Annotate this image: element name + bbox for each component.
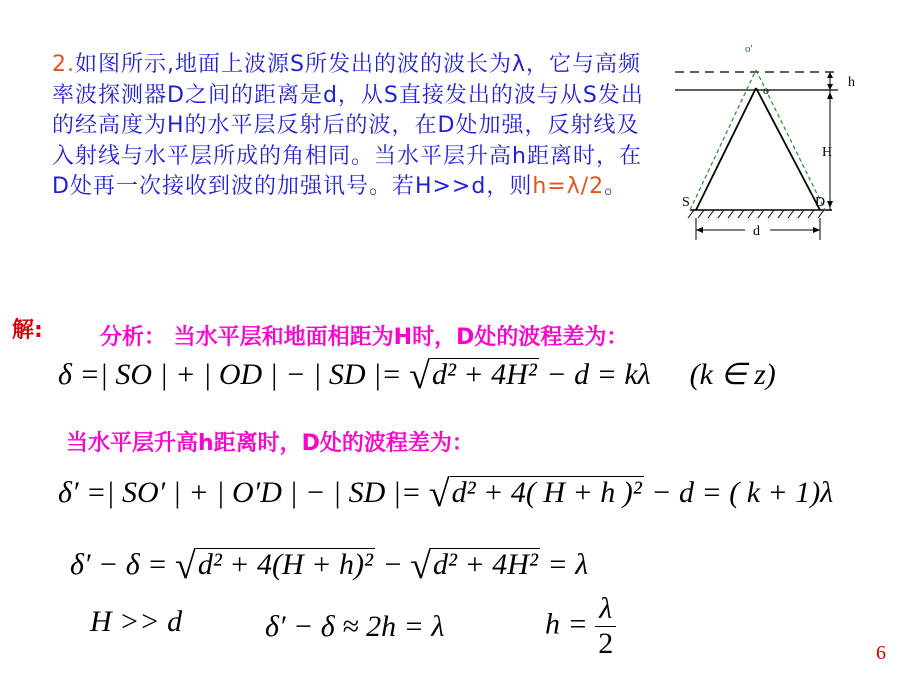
- equation-1: δ =| SO | + | OD | − | SD |= √d² + 4H² − d = kλ (k ∈ z): [58, 355, 776, 397]
- analysis-line-1: 分析： 当水平层和地面相距为H时，D处的波程差为：: [100, 325, 629, 350]
- problem-answer: h=λ/2: [532, 174, 605, 199]
- eq3-minus: −: [382, 548, 411, 581]
- eq3-radicand-1: d² + 4(H + h)²: [197, 548, 373, 581]
- problem-statement: [52, 50, 652, 203]
- fraction-numerator: λ: [595, 592, 616, 627]
- fraction-denominator: 2: [598, 627, 614, 660]
- label-S: S: [682, 195, 690, 210]
- label-h: h: [848, 75, 855, 90]
- fraction-lambda-over-2: [595, 592, 616, 661]
- eq3-right: = λ: [547, 548, 589, 581]
- eq1-left: δ =| SO | + | OD | − | SD |=: [58, 358, 402, 391]
- problem-text: 如图所示,地面上波源S所发出的波的波长为λ，它与高频率波探测器D之间的距离是d，从S直接发出的波与从S发出的经高度为H的水平层反射后的波，在D处加强，反射线及入射线与水平层所成的角相同。当水平层升高h距离时，在D处再一次接收到波的加强讯号。若H>>d，则: [52, 52, 644, 199]
- eq1-right: − d = kλ: [546, 358, 651, 391]
- eq1-radicand: d² + 4H²: [431, 358, 537, 391]
- label-H: H: [822, 145, 833, 160]
- equation-4a: H >> d: [90, 605, 183, 638]
- label-d: d: [753, 224, 760, 239]
- eq3-left: δ′ − δ =: [70, 548, 168, 581]
- eq1-condition: (k ∈ z): [689, 358, 776, 391]
- label-D: D: [815, 195, 826, 210]
- eq2-radicand: d² + 4( H + h )²: [451, 476, 642, 509]
- ray-SO-prime: [690, 70, 756, 210]
- eq2-left: δ′ =| SO′ | + | O′D | − | SD |=: [58, 476, 422, 509]
- problem-end: 。: [604, 174, 628, 199]
- label-o: o: [763, 83, 769, 97]
- eq4c-lhs: h =: [545, 607, 588, 641]
- solution-label: 解:: [12, 318, 43, 343]
- ray-SO: [696, 88, 756, 210]
- ray-OD: [756, 88, 820, 210]
- eq2-right: − d = ( k + 1)λ: [651, 476, 834, 509]
- page-number: 6: [876, 642, 886, 664]
- equation-3: δ′ − δ = √d² + 4(H + h)² − √d² + 4H² = λ: [70, 545, 589, 587]
- equation-4b: δ′ − δ ≈ 2h = λ: [265, 610, 445, 643]
- label-o-prime: o': [745, 43, 753, 55]
- analysis-line-2: 当水平层升高h距离时，D处的波程差为：: [66, 431, 474, 456]
- problem-number: 2.: [52, 52, 75, 77]
- equation-2: δ′ =| SO′ | + | O′D | − | SD |= √d² + 4( H + h )² − d = ( k + 1)λ: [58, 473, 834, 515]
- equation-4c: [545, 592, 616, 661]
- reflection-diagram: [660, 30, 875, 245]
- eq3-radicand-2: d² + 4H²: [433, 548, 538, 581]
